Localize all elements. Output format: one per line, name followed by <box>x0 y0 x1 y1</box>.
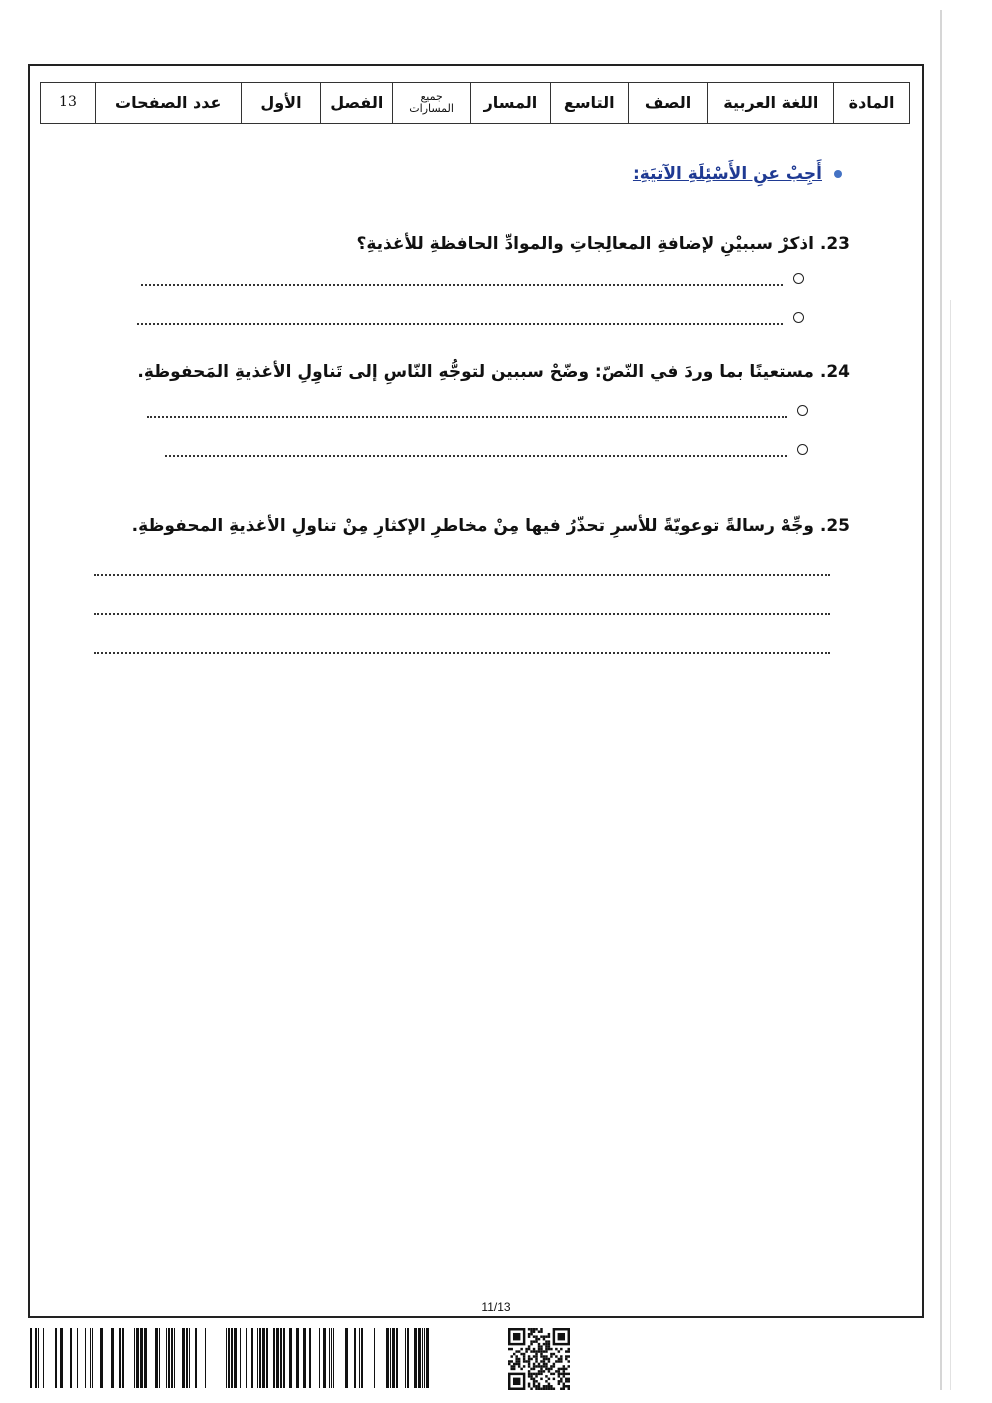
dotted-line <box>165 454 787 457</box>
dotted-line <box>147 415 787 418</box>
scan-edge <box>940 10 942 1390</box>
answer-line-24-2[interactable] <box>165 437 808 457</box>
question-23: 23. اذكرْ سببيْنِ لإضافةِ المعالِجاتِ والموادِّ الحافظةِ للأغذيةِ؟ <box>356 234 850 254</box>
pages-value: 13 <box>59 94 77 111</box>
scan-edge-inner <box>950 300 951 1390</box>
answer-line-23-1[interactable] <box>141 266 804 286</box>
question-24: 24. مستعينًا بما وردَ في النّصّ: وضّحْ سببين لتوجُّهِ النّاسِ إلى تَناوِلِ الأغذيةِ المَحفوظةِ. <box>137 362 850 382</box>
answer-line-23-2[interactable] <box>137 305 804 325</box>
barcode-icon <box>30 1328 430 1388</box>
circle-icon <box>797 405 808 416</box>
answer-line-25-2[interactable] <box>94 595 830 615</box>
grade-label: الصف <box>628 83 708 123</box>
subject-value: اللغة العربية <box>707 83 833 123</box>
answer-line-24-1[interactable] <box>147 398 808 418</box>
circle-icon <box>793 273 804 284</box>
qr-code-icon <box>508 1328 570 1390</box>
track-value-line2: المسارات <box>409 102 454 115</box>
dotted-line <box>94 612 830 615</box>
page-number: 11/13 <box>481 1300 511 1314</box>
track-label: المسار <box>470 83 550 123</box>
answer-line-25-1[interactable] <box>94 556 830 576</box>
instruction <box>633 164 842 184</box>
dotted-line <box>94 651 830 654</box>
pages-label: عدد الصفحات <box>95 83 241 123</box>
answer-line-25-3[interactable] <box>94 634 830 654</box>
dotted-line <box>141 283 783 286</box>
circle-icon <box>793 312 804 323</box>
term-value: الأول <box>241 83 321 123</box>
track-value-line1: جميع <box>420 89 443 103</box>
dotted-line <box>137 322 783 325</box>
header-table <box>40 82 910 124</box>
dotted-line <box>94 573 830 576</box>
instruction-text: أَجِبْ عنِ الأَسْئِلَةِ الآتيَةِ: <box>632 164 822 184</box>
circle-icon <box>797 444 808 455</box>
term-label: الفصل <box>320 83 392 123</box>
track-value <box>392 83 470 123</box>
question-25: 25. وجِّهْ رسالةً توعويّةً للأسرِ تحذّرُ فيها مِنْ مخاطرِ الإكثارِ مِنْ تناولِ الأغذيةِ المحفوظةِ. <box>131 516 850 536</box>
grade-value: التاسع <box>550 83 628 123</box>
bullet-icon <box>834 170 842 178</box>
subject-label: المادة <box>833 83 909 123</box>
